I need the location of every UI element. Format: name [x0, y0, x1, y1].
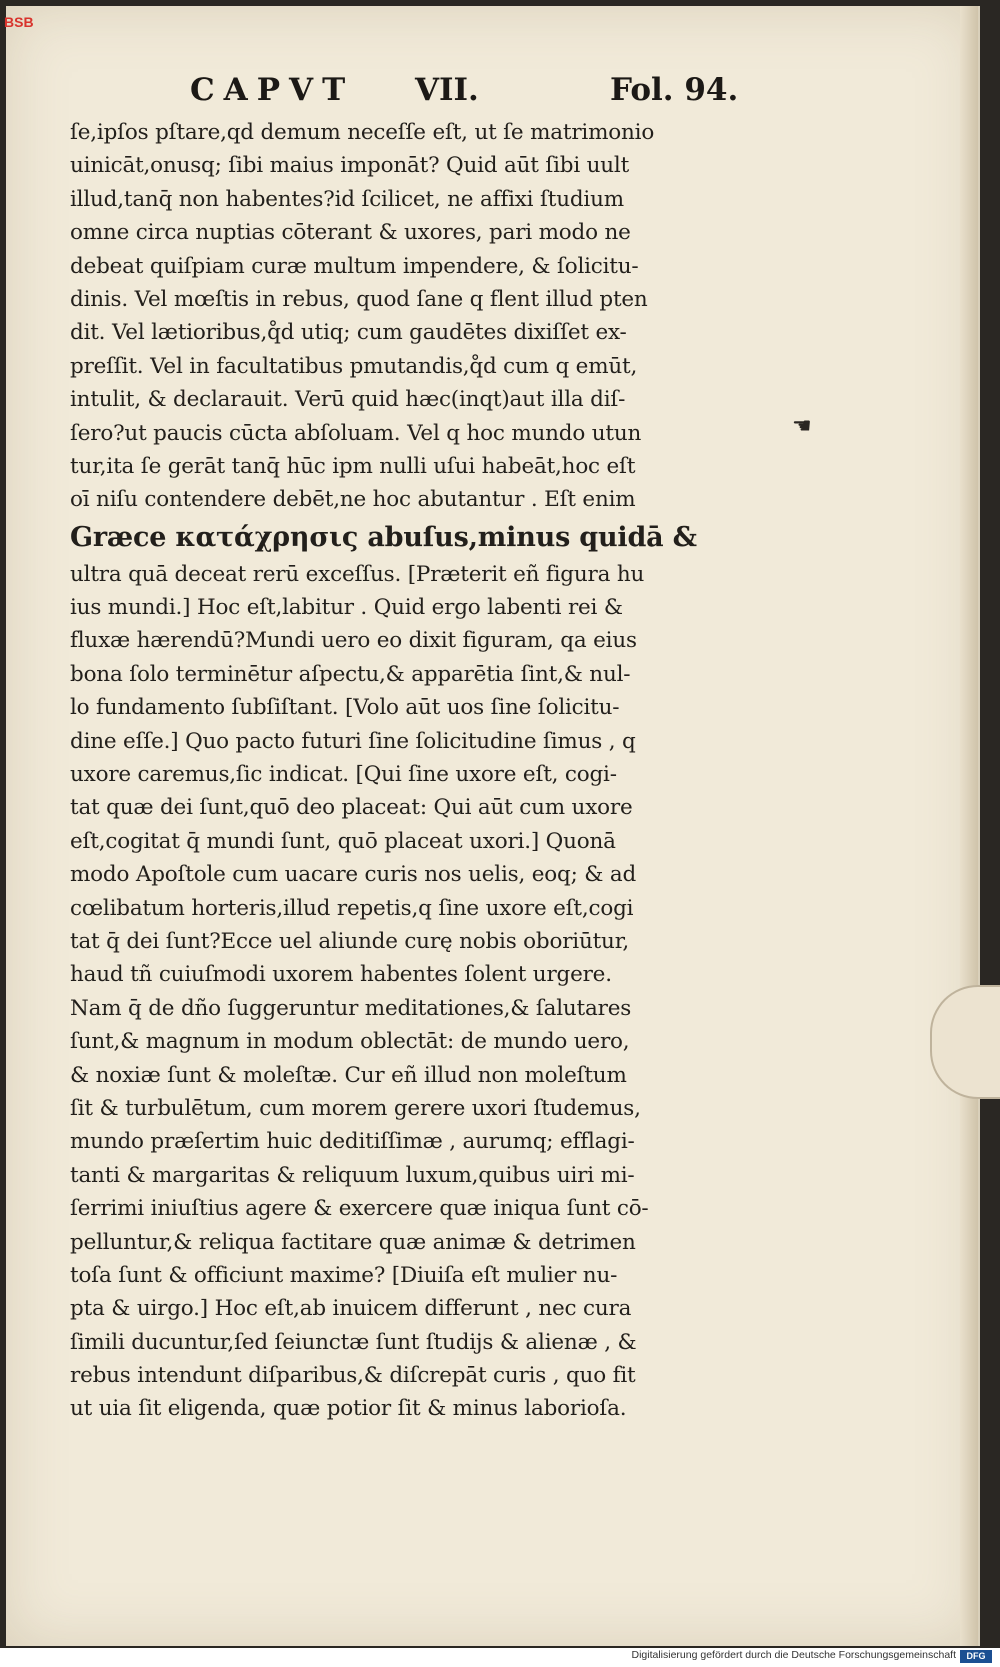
- text-line: pta & uirgo.] Hoc eſt,ab inuicem differunt , nec cura: [70, 1296, 632, 1322]
- text-line: dinis. Vel mœſtis in rebus, quod ſane q flent illud pten: [70, 286, 648, 312]
- text-line: haud tñ cuiuſmodi uxorem habentes ſolent urgere.: [70, 962, 612, 988]
- text-line: preſſit. Vel in facultatibus pmutandis,q̊d cum q emūt,: [70, 353, 638, 379]
- text-line: modo Apoſtole cum uacare curis nos uelis, eoq; & ad: [70, 862, 637, 888]
- text-line: ius mundi.] Hoc eſt,labitur . Quid ergo labenti rei &: [70, 595, 623, 621]
- text-line: tanti & margaritas & reliquum luxum,quibus uiri mi-: [70, 1162, 635, 1188]
- text-line: rebus intendunt diſparibus,& diſcrepāt curis , quo fit: [70, 1363, 636, 1389]
- header-caput: CAPVT: [190, 72, 355, 108]
- text-line: cœlibatum horteris,illud repetis,q ſine uxore eſt,cogi: [70, 895, 634, 921]
- text-line: tat q̄ dei ſunt?Ecce uel aliunde curę nobis oboriūtur,: [70, 928, 630, 954]
- text-line: ſerrimi iniuſtius agere & exercere quæ iniqua ſunt cō-: [70, 1196, 649, 1222]
- text-line: debeat quiſpiam curæ multum impendere, & ſolicitu-: [70, 253, 639, 279]
- dfg-logo: DFG: [960, 1650, 992, 1663]
- text-line: dine eſſe.] Quo pacto futuri ſine ſolicitudine ſimus , q: [70, 728, 636, 754]
- text-line: ultra quā deceat rerū exceſſus. [Præterit eñ figura hu: [70, 561, 645, 587]
- text-line: dit. Vel lætioribus,q̊d utiq; cum gaudētes dixiſſet ex-: [70, 320, 627, 346]
- text-line: ſit & turbulētum, cum morem gerere uxori ſtudemus,: [70, 1095, 641, 1121]
- text-line: tat quæ dei ſunt,quō deo placeat: Qui aūt cum uxore: [70, 795, 633, 821]
- manicule-icon: ☚: [792, 414, 812, 439]
- text-line: ſunt,& magnum in modum oblectāt: de mundo uero,: [70, 1029, 630, 1055]
- text-line: toſa ſunt & officiunt maxime? [Diuiſa eſt mulier nu-: [70, 1262, 618, 1288]
- text-line: illud,tanq̄ non habentes?id ſcilicet, ne affixi ſtudium: [70, 186, 624, 212]
- text-line: fluxæ hærendū?Mundi uero eo dixit figuram, qa eius: [70, 628, 637, 654]
- text-line: tur,ita ſe gerāt tanq̄ hūc ipm nulli uſui habeāt,hoc eſt: [70, 453, 636, 479]
- library-mark: BSB: [4, 14, 34, 30]
- text-line: eſt,cogitat q̄ mundi ſunt, quō placeat uxori.] Quonā: [70, 828, 616, 854]
- header-chapter: VII.: [415, 72, 479, 108]
- footer-bar: [0, 1648, 1000, 1667]
- text-line: & noxiæ ſunt & moleſtæ. Cur eñ illud non moleſtum: [70, 1062, 627, 1088]
- text-line: intulit, & declarauit. Verū quid hæc(inqt)aut illa diſ-: [70, 387, 626, 413]
- text-line: uxore caremus,ſic indicat. [Qui ſine uxore eſt, cogi-: [70, 762, 617, 788]
- text-line: mundo præſertim huic deditiſſimæ , aurumq; efflagi-: [70, 1129, 635, 1155]
- text-line: Nam q̄ de dño ſuggeruntur meditationes,& ſalutares: [70, 995, 632, 1021]
- header-folio: Fol. 94.: [610, 72, 739, 108]
- text-line: pelluntur,& reliqua factitare quæ animæ & detrimen: [70, 1229, 636, 1255]
- text-line: ſimili ducuntur,ſed ſeiunctæ ſunt ſtudijs & alienæ , &: [70, 1329, 637, 1355]
- page-clip: [930, 985, 1000, 1099]
- text-line: bona ſolo terminētur aſpectu,& apparētia ſint,& nul-: [70, 661, 631, 687]
- footer-credit: Digitalisierung gefördert durch die Deutsche Forschungsgemeinschaft: [631, 1649, 956, 1661]
- text-line: omne circa nuptias cōterant & uxores, pari modo ne: [70, 220, 631, 246]
- text-line: oī niſu contendere debēt,ne hoc abutantur . Eſt enim: [70, 487, 636, 513]
- body-text: [70, 116, 785, 1426]
- page-edge: [960, 6, 978, 1646]
- text-line: Græce κατάχρησις abuſus,minus quidā &: [70, 521, 697, 553]
- text-line: lo fundamento ſubſiſtant. [Volo aūt uos ſine ſolicitu-: [70, 695, 620, 721]
- running-header: [190, 72, 750, 108]
- text-line: uinicāt,onusq; ſibi maius imponāt? Quid aūt ſibi uult: [70, 153, 630, 179]
- text-line: ſero?ut paucis cūcta abſoluam. Vel q hoc mundo utun: [70, 420, 642, 446]
- text-line: ut uia ſit eligenda, quæ potior ſit & minus laborioſa.: [70, 1396, 627, 1422]
- text-line: ſe,ipſos pſtare,qd demum neceſſe eſt, ut ſe matrimonio: [70, 120, 655, 145]
